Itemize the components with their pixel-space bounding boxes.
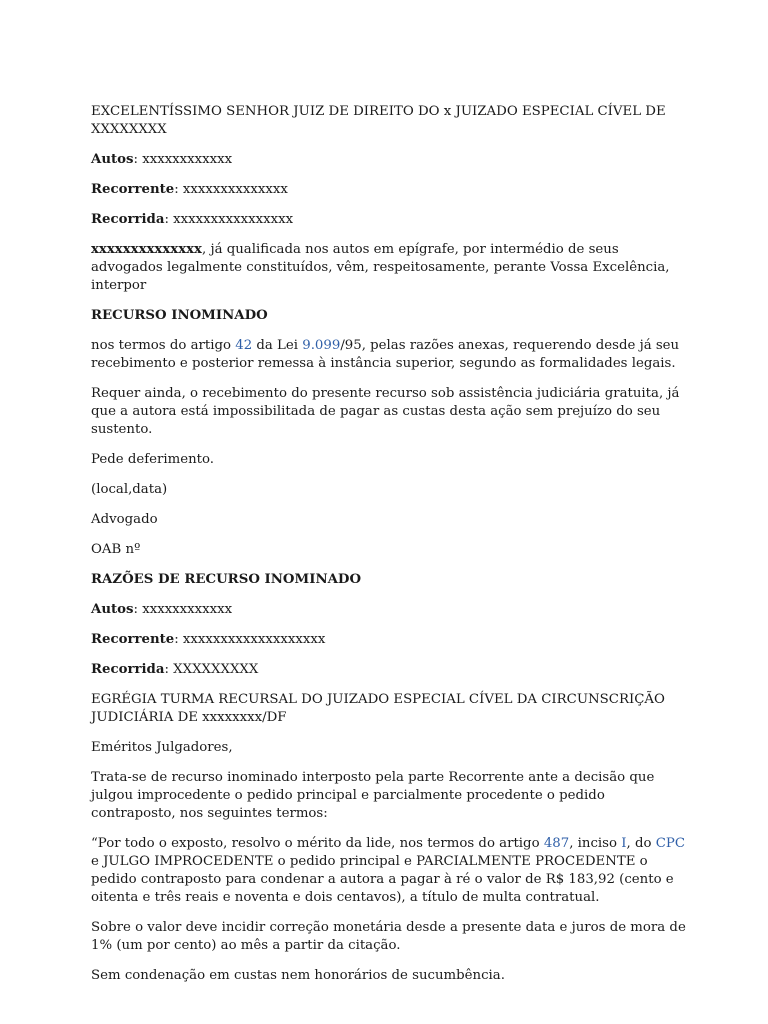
artigo-42-link[interactable]: 42 bbox=[235, 338, 253, 353]
salutation: Eméritos Julgadores, bbox=[91, 740, 233, 755]
addressee-heading: EXCELENTÍSSIMO SENHOR JUIZ DE DIREITO DO x JUIZADO ESPECIAL CÍVEL DE XXXXXXXX bbox=[91, 104, 666, 137]
pede-deferimento: Pede deferimento. bbox=[91, 452, 214, 467]
quote-text-3: , do bbox=[626, 836, 656, 851]
case-autos-line bbox=[91, 151, 691, 169]
quote-text-2: , inciso bbox=[569, 836, 622, 851]
recorrente-label: Recorrente bbox=[91, 632, 175, 647]
turma-heading: EGRÉGIA TURMA RECURSAL DO JUIZADO ESPECIAL CÍVEL DA CIRCUNSCRIÇÃO JUDICIÁRIA DE xxxxxxxx/DF bbox=[91, 692, 665, 725]
recorrida-value: : xxxxxxxxxxxxxxxx bbox=[164, 212, 294, 227]
case2-autos-line bbox=[91, 601, 691, 619]
recorrida-label: Recorrida bbox=[91, 662, 165, 677]
terms-text-2: da Lei bbox=[252, 338, 303, 353]
intro-party: xxxxxxxxxxxxxx bbox=[91, 242, 202, 257]
artigo-487-link[interactable]: 487 bbox=[543, 836, 570, 851]
case-recorrente-line bbox=[91, 181, 691, 199]
terms-paragraph bbox=[91, 337, 691, 373]
autos-value: : xxxxxxxxxxxx bbox=[133, 602, 233, 617]
recorrida-value: : XXXXXXXXX bbox=[164, 662, 259, 677]
trata-paragraph: Trata-se de recurso inominado interposto pela parte Recorrente ante a decisão que julgou improcedente o pedido principal e parcialmente procedente o pedido contraposto, nos seguintes termos: bbox=[91, 770, 655, 821]
case2-recorrente-line bbox=[91, 631, 691, 649]
recorrente-value: : xxxxxxxxxxxxxx bbox=[174, 182, 288, 197]
recorrente-label: Recorrente bbox=[91, 182, 175, 197]
recorrente-value: : xxxxxxxxxxxxxxxxxxx bbox=[174, 632, 326, 647]
autos-label: Autos bbox=[91, 602, 134, 617]
autos-value: : xxxxxxxxxxxx bbox=[133, 152, 233, 167]
cpc-link[interactable]: CPC bbox=[655, 836, 685, 851]
advogado-line: Advogado bbox=[91, 512, 158, 527]
lei-9099-link[interactable]: 9.099 bbox=[302, 338, 341, 353]
quote-text-4: e JULGO IMPROCEDENTE o pedido principal e PARCIALMENTE PROCEDENTE o pedido contraposto para condenar a autora a pagar à ré o valor de R$ 183,92 (cento e oitenta e três reais e noventa e dois centavos), a título de multa contratual. bbox=[91, 854, 674, 905]
local-data: (local,data) bbox=[91, 482, 168, 497]
terms-text-1: nos termos do artigo bbox=[91, 338, 236, 353]
autos-label: Autos bbox=[91, 152, 134, 167]
oab-line: OAB nº bbox=[91, 542, 141, 557]
quote-text-1: “Por todo o exposto, resolvo o mérito da lide, nos termos do artigo bbox=[91, 836, 544, 851]
correcao-paragraph: Sobre o valor deve incidir correção monetária desde a presente data e juros de mora de 1% (um por cento) ao mês a partir da citação. bbox=[91, 920, 686, 953]
document-page bbox=[91, 103, 691, 997]
case-recorrida-line bbox=[91, 211, 691, 229]
terms-text-3: /95, pelas razões anexas, requerendo desde já seu recebimento e posterior remessa à instância superior, segundo as formalidades legais. bbox=[91, 338, 680, 371]
title-recurso-inominado: RECURSO INOMINADO bbox=[91, 308, 268, 323]
intro-paragraph bbox=[91, 241, 691, 295]
intro-text: , já qualificada nos autos em epígrafe, por intermédio de seus advogados legalmente constituídos, vêm, respeitosamente, perante Vossa Excelência, interpor bbox=[91, 242, 670, 293]
inciso-i-link[interactable]: I bbox=[621, 836, 627, 851]
quote-paragraph bbox=[91, 835, 691, 907]
recorrida-label: Recorrida bbox=[91, 212, 165, 227]
title-razoes: RAZÕES DE RECURSO INOMINADO bbox=[91, 572, 362, 587]
gratuita-paragraph: Requer ainda, o recebimento do presente recurso sob assistência judiciária gratuita, já que a autora está impossibilitada de pagar as custas desta ação sem prejuízo do seu sustento. bbox=[91, 386, 680, 437]
sem-condenacao-paragraph: Sem condenação em custas nem honorários de sucumbência. bbox=[91, 968, 505, 983]
case2-recorrida-line bbox=[91, 661, 691, 679]
